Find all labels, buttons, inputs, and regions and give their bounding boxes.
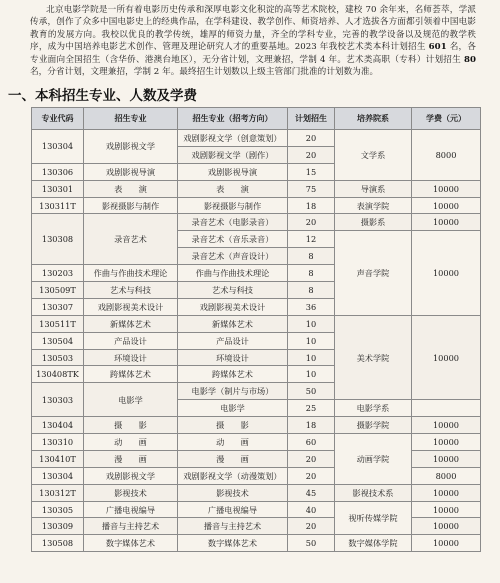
cell-major: 摄 影 — [84, 417, 178, 434]
cell-code: 130305 — [32, 501, 84, 518]
cell-department: 电影学系 — [335, 400, 412, 417]
cell-department: 数字媒体学院 — [335, 535, 412, 552]
cell-direction: 数字媒体艺术 — [178, 535, 288, 552]
cell-department: 动画学院 — [335, 434, 412, 485]
cell-major: 播音与主持艺术 — [84, 518, 178, 535]
col-header-department: 培养院系 — [335, 108, 412, 130]
cell-tuition: 10000 — [412, 180, 481, 197]
table-row — [32, 315, 481, 332]
cell-code: 130503 — [32, 349, 84, 366]
cell-plan: 20 — [288, 467, 335, 484]
cell-plan: 75 — [288, 180, 335, 197]
cell-tuition: 10000 — [412, 214, 481, 231]
cell-department: 文学系 — [335, 130, 412, 181]
cell-major: 戏剧影视文学 — [84, 130, 178, 164]
cell-direction: 录音艺术（音乐录音） — [178, 231, 288, 248]
cell-code: 130304 — [32, 130, 84, 164]
cell-major: 漫 画 — [84, 450, 178, 467]
cell-direction: 电影学（制片与市场） — [178, 383, 288, 400]
cell-plan: 50 — [288, 535, 335, 552]
cell-major: 录音艺术 — [84, 214, 178, 265]
cell-direction: 戏剧影视导演 — [178, 163, 288, 180]
cell-code: 130306 — [32, 163, 84, 180]
cell-plan: 10 — [288, 315, 335, 332]
cell-direction: 跨媒体艺术 — [178, 366, 288, 383]
cell-plan: 60 — [288, 434, 335, 451]
cell-major: 环境设计 — [84, 349, 178, 366]
cell-major: 动 画 — [84, 434, 178, 451]
cell-major: 产品设计 — [84, 332, 178, 349]
cell-major: 跨媒体艺术 — [84, 366, 178, 383]
cell-major: 戏剧影视美术设计 — [84, 298, 178, 315]
cell-major: 影视技术 — [84, 484, 178, 501]
cell-plan: 8 — [288, 265, 335, 282]
cell-tuition: 10000 — [412, 450, 481, 467]
table-row — [32, 467, 481, 484]
cell-major: 表 演 — [84, 180, 178, 197]
cell-direction: 漫 画 — [178, 450, 288, 467]
cell-department: 美术学院 — [335, 315, 412, 399]
table-row — [32, 180, 481, 197]
cell-major: 数字媒体艺术 — [84, 535, 178, 552]
cell-direction: 环境设计 — [178, 349, 288, 366]
cell-direction: 产品设计 — [178, 332, 288, 349]
cell-code: 130308 — [32, 214, 84, 265]
cell-major: 广播电视编导 — [84, 501, 178, 518]
cell-plan: 8 — [288, 282, 335, 299]
col-header-plan: 计划招生 — [288, 108, 335, 130]
cell-major: 影视摄影与制作 — [84, 197, 178, 214]
table-row — [32, 484, 481, 501]
cell-plan: 45 — [288, 484, 335, 501]
table-row — [32, 197, 481, 214]
cell-code: 130307 — [32, 298, 84, 315]
table-header-row — [32, 108, 481, 130]
cell-direction: 戏剧影视文学（剧作） — [178, 146, 288, 163]
cell-code: 130410T — [32, 450, 84, 467]
table-row — [32, 518, 481, 535]
cell-direction: 摄 影 — [178, 417, 288, 434]
cell-code: 130304 — [32, 467, 84, 484]
cell-department: 声音学院 — [335, 231, 412, 315]
cell-plan: 8 — [288, 248, 335, 265]
cell-tuition: 10000 — [412, 417, 481, 434]
cell-major: 艺术与科技 — [84, 282, 178, 299]
col-header-major: 招生专业 — [84, 108, 178, 130]
cell-direction: 作曲与作曲技术理论 — [178, 265, 288, 282]
cell-department: 摄影学院 — [335, 417, 412, 434]
cell-plan: 20 — [288, 130, 335, 147]
cell-tuition: 8000 — [412, 467, 481, 484]
cell-tuition: 8000 — [412, 130, 481, 181]
cell-major: 作曲与作曲技术理论 — [84, 265, 178, 282]
cell-tuition: 10000 — [412, 315, 481, 399]
cell-plan: 50 — [288, 383, 335, 400]
cell-major: 电影学 — [84, 383, 178, 417]
cell-direction: 广播电视编导 — [178, 501, 288, 518]
enrollment-table — [31, 107, 481, 552]
cell-direction: 艺术与科技 — [178, 282, 288, 299]
cell-plan: 25 — [288, 400, 335, 417]
cell-tuition: 10000 — [412, 484, 481, 501]
intro-text-segment: 名，各专业面向全国招生（含华侨、港澳台地区），无分省计划，文理兼招，学制 4 年。艺术类高职（专科）计划招生 — [30, 42, 476, 65]
col-header-tuition: 学费（元） — [412, 108, 481, 130]
table-row — [32, 450, 481, 467]
cell-direction: 播音与主持艺术 — [178, 518, 288, 535]
cell-direction: 戏剧影视文学（动漫策划） — [178, 467, 288, 484]
table-row — [32, 535, 481, 552]
cell-plan: 15 — [288, 163, 335, 180]
cell-plan: 10 — [288, 349, 335, 366]
cell-direction: 影视技术 — [178, 484, 288, 501]
cell-code: 130312T — [32, 484, 84, 501]
cell-plan: 36 — [288, 298, 335, 315]
intro-text-segment: 名，分省计划，文理兼招，学制 2 年。最终招生计划数以上级主管部门批准的计划数为准。 — [30, 67, 379, 78]
cell-code: 130311T — [32, 197, 84, 214]
cell-department: 表演学院 — [335, 197, 412, 214]
cell-plan: 20 — [288, 146, 335, 163]
cell-direction: 表 演 — [178, 180, 288, 197]
cell-tuition: 10000 — [412, 197, 481, 214]
cell-major: 新媒体艺术 — [84, 315, 178, 332]
table-row — [32, 501, 481, 518]
cell-code: 130508 — [32, 535, 84, 552]
intro-text-segment: 北京电影学院是一所有着电影历史传承和深厚电影文化积淀的高等艺术院校，建校 70 余年来，名师荟萃，学派传承，创作了众多中国电影史上的经典作品，在学科建设、教学创作、师资培养、人才选拔各方面都引领着中国电影教育的发展方向。我校以优良的教学传统，雄厚的师资力量，齐全的学科专业，完善的教学设备以及规范的教学秩序，成为中国培养电影艺术创作、管理及理论研究人才的重要基地。2023 年我校艺术类本科计划招生 — [30, 5, 476, 53]
cell-direction: 戏剧影视文学（创意策划） — [178, 130, 288, 147]
table-row — [32, 417, 481, 434]
cell-plan: 20 — [288, 214, 335, 231]
cell-code: 130309 — [32, 518, 84, 535]
cell-code: 130408TK — [32, 366, 84, 383]
intro-highlight-number: 80 — [463, 54, 476, 65]
cell-code: 130301 — [32, 180, 84, 197]
cell-code: 130504 — [32, 332, 84, 349]
intro-paragraph — [30, 4, 476, 78]
cell-plan: 10 — [288, 366, 335, 383]
cell-department: 影视技术系 — [335, 484, 412, 501]
cell-tuition: 10000 — [412, 535, 481, 552]
cell-code: 130404 — [32, 417, 84, 434]
cell-code: 130509T — [32, 282, 84, 299]
cell-plan: 20 — [288, 518, 335, 535]
cell-direction: 戏剧影视美术设计 — [178, 298, 288, 315]
cell-department: 摄影系 — [335, 214, 412, 231]
cell-direction: 新媒体艺术 — [178, 315, 288, 332]
cell-major: 戏剧影视导演 — [84, 163, 178, 180]
cell-code: 130303 — [32, 383, 84, 417]
cell-tuition: 10000 — [412, 501, 481, 518]
cell-plan: 10 — [288, 332, 335, 349]
table-row — [32, 130, 481, 147]
cell-code: 130310 — [32, 434, 84, 451]
cell-direction: 录音艺术（电影录音） — [178, 214, 288, 231]
cell-plan: 20 — [288, 450, 335, 467]
cell-direction: 影视摄影与制作 — [178, 197, 288, 214]
cell-tuition: 10000 — [412, 518, 481, 535]
cell-code: 130203 — [32, 265, 84, 282]
cell-tuition: 10000 — [412, 231, 481, 315]
cell-code: 130511T — [32, 315, 84, 332]
cell-direction: 录音艺术（声音设计） — [178, 248, 288, 265]
cell-major: 戏剧影视文学 — [84, 467, 178, 484]
intro-highlight-number: 601 — [428, 42, 447, 53]
cell-direction: 电影学 — [178, 400, 288, 417]
cell-department: 导演系 — [335, 180, 412, 197]
table-row — [32, 214, 481, 231]
col-header-code: 专业代码 — [32, 108, 84, 130]
table-body — [32, 130, 481, 552]
cell-plan: 18 — [288, 197, 335, 214]
cell-department: 视听传媒学院 — [335, 501, 412, 535]
cell-plan: 12 — [288, 231, 335, 248]
cell-tuition: 10000 — [412, 434, 481, 451]
cell-plan: 18 — [288, 417, 335, 434]
cell-plan: 40 — [288, 501, 335, 518]
table-row — [32, 434, 481, 451]
section-heading: 一、本科招生专业、人数及学费 — [8, 88, 197, 104]
col-header-direction: 招生专业（招考方向） — [178, 108, 288, 130]
cell-direction: 动 画 — [178, 434, 288, 451]
